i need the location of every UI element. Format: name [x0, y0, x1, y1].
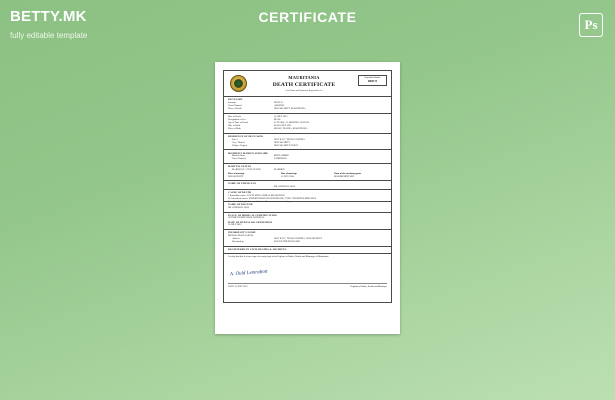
section-registered-archives	[224, 247, 391, 254]
section-title: MOTHER'S MAIDEN SURNAME	[228, 151, 269, 155]
section-title: NAME OF PHYSICIAN	[228, 182, 256, 186]
section-title: INFORMANT'S NAME	[228, 231, 256, 235]
field-value: DR. OUMAR B. SOW	[228, 206, 250, 209]
field-label: Place of Death	[228, 108, 242, 111]
section-marital-status	[224, 164, 391, 181]
field-label: Date of marriage	[281, 172, 297, 175]
cause-of-death-note: Enter the underlying disease or condition last. Do not enter the mode of dying.	[228, 201, 291, 204]
field-label: Maiden Name	[232, 155, 246, 158]
field-label: Surname	[228, 101, 237, 104]
field-label: Place of Birth	[228, 127, 241, 130]
field-value: 12 JULY 1984	[281, 175, 294, 178]
field-value: AMADOU	[274, 105, 285, 107]
field-label	[228, 186, 274, 189]
field-label: Street	[232, 138, 238, 141]
field-value: ILOT K 227, TEVRAGH ZEINA, NOUAKCHOTT	[274, 237, 323, 240]
field-label: Date of Death	[228, 115, 241, 118]
section-title: CAUSE OF DEATH	[228, 191, 252, 195]
document-page	[215, 62, 400, 334]
photoshop-icon: Ps	[579, 13, 603, 37]
brand-logo: BETTY.MK	[10, 8, 87, 25]
section-informant	[224, 230, 391, 247]
field-value: 14 JULY 2023	[274, 115, 288, 118]
death-certificate	[223, 70, 392, 303]
field-label: Relationship	[232, 241, 244, 244]
certificate-heading	[252, 75, 356, 93]
field-label: Date of Birth	[228, 124, 241, 127]
section-title: RESIDENCE OF DECEASED	[228, 134, 263, 138]
field-value: NOUAKCHOTT	[274, 141, 290, 144]
field-value: MINT AHMED	[274, 155, 289, 158]
field-value: DR. OUMAR B. SOW	[274, 185, 296, 188]
field-label: Designation of Sex	[228, 118, 246, 121]
field-value: MOUSSA DIALLO (SON)	[228, 234, 254, 237]
section-certification-and-burial	[224, 213, 391, 230]
registration-number-box	[358, 75, 387, 86]
field-value: 16 JULY 2023	[228, 224, 242, 227]
marriage-date-cell	[281, 173, 334, 179]
field-value: CENTRE HOSPITALIER NATIONAL	[228, 217, 265, 220]
certificate-header	[224, 71, 391, 97]
section-doctor-name	[224, 202, 391, 213]
field-label: Given Name(s)	[228, 105, 243, 107]
national-emblem-seal-icon	[230, 75, 247, 92]
certificate-title: DEATH CERTIFICATE	[272, 81, 336, 88]
marriage-place-cell	[228, 173, 281, 179]
section-residence	[224, 134, 391, 151]
country-name: MAURITANIA	[288, 75, 320, 80]
field-value: 08 AUGUST 1955	[274, 124, 292, 127]
field-value: 67 YEARS / 11 MONTHS / 06 DAYS	[274, 121, 310, 124]
field-label: MARRIAGE / CIVIL STATUS	[232, 169, 261, 171]
field-label: Wilaya / Region	[232, 144, 247, 147]
field-value: MALE	[274, 118, 281, 121]
field-value: NOUAKCHOTT	[228, 175, 244, 178]
certificate-subtitle: Civil Status and Population Registration Act	[285, 89, 323, 92]
section-deceased	[224, 97, 391, 114]
registration-number-value: 0004173	[367, 80, 378, 84]
section-cause-of-death	[224, 190, 391, 202]
field-value: MARIEM MINT SIDI	[334, 175, 354, 178]
field-label: Place of marriage	[228, 172, 245, 175]
section-title: NAME OF DOCTOR	[228, 203, 253, 207]
brand-tagline: fully editable template	[10, 31, 88, 40]
field-value: ROSSO, TRARZA, MAURITANIA	[274, 127, 308, 130]
section-title: PLACE OF MEDICAL CERTIFICATION	[228, 213, 277, 217]
issue-date: DATE: 21 JULY 2023	[228, 285, 248, 288]
section-title: MARITAL STATUS	[228, 165, 252, 169]
certificate-footer	[224, 254, 391, 292]
certification-statement: I certify that this is a true copy of an entry kept in the Register of Births, Deaths and Marriages of Mauritania.	[228, 256, 329, 259]
registrar-signature: A. Ould Lemrabott	[229, 269, 268, 277]
page-title: CERTIFICATE	[258, 9, 357, 25]
field-label: Age at Time of Death	[228, 121, 248, 124]
section-title: DECEASED	[228, 98, 243, 102]
field-value: ILOT K 227, TEVRAGH ZEINA	[274, 138, 305, 141]
section-title: DATE OF BURIAL OR CREMATION	[228, 220, 273, 224]
field-value: II. Antecedent causes: HYPERTENSIVE HEART DISEASE, TYPE 2 DIABETES MELLITUS	[228, 197, 316, 200]
registration-number-label: Registration Number	[364, 77, 381, 79]
field-value: FATIMATOU	[274, 158, 287, 161]
section-title: REGISTERED IN CIVIL DEATHS & ARCHIVES	[228, 247, 287, 251]
footer-divider	[228, 283, 387, 284]
field-value: NOUAKCHOTT OUEST	[274, 144, 298, 147]
field-value: I. Immediate cause: ACUTE MYOCARDIAL INFARCTION	[228, 194, 285, 197]
section-vital-dates	[224, 114, 391, 134]
field-label: City / District	[232, 141, 245, 144]
section-physician-name	[224, 181, 391, 190]
field-value: SON OF THE DECEASED	[274, 241, 300, 244]
field-value: NOUAKCHOTT, MAURITANIA	[274, 108, 306, 111]
surviving-spouse-cell	[334, 173, 387, 179]
field-label: Given Name(s)	[232, 158, 247, 161]
signature-label: Registrar of Births, Deaths and Marriages	[350, 285, 387, 288]
field-value: DIALLO	[274, 101, 283, 104]
field-value: MARRIED	[274, 169, 285, 171]
field-label: Name of the surviving spouse	[334, 172, 362, 175]
section-mother-maiden-name	[224, 150, 391, 164]
field-label: Address	[232, 237, 240, 240]
